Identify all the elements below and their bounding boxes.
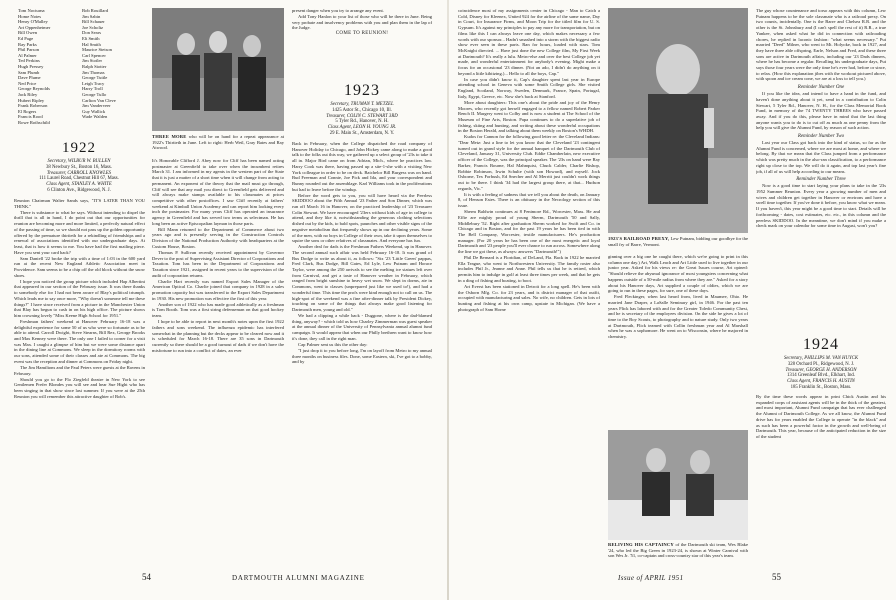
class-member-name: Jack Riley bbox=[18, 91, 38, 97]
class-member-name: Eli Smith bbox=[82, 35, 100, 41]
class-member-name: Henry O'Malley bbox=[18, 19, 48, 25]
page-gutter bbox=[447, 0, 449, 600]
paragraph: present danger when you try to arrange any event. bbox=[292, 8, 384, 13]
treasurer-line: Treasurer, GEORGE H. ANDERSON bbox=[785, 367, 857, 373]
treasurer-address: 1314 Greenleaf Blvd., Elkhart, Ind. bbox=[787, 373, 855, 379]
class-member-name: Art Oppenheimer bbox=[18, 24, 51, 30]
class-member-name: Al Palmer bbox=[18, 52, 37, 58]
class-member-name: Francis Rood bbox=[18, 114, 43, 120]
caption-lead: THREE MORE bbox=[152, 134, 187, 139]
paragraph: Bill Mann returned to the Department of Commerce about two years ago and is presently serving in the Construction Controls Division of the National Production Authority with headquarters at the Custom House, Boston. bbox=[152, 226, 284, 249]
treasurer-address: 111 Laurel Road, Chestnut Hill 67, Mass. bbox=[39, 176, 119, 182]
caption-lead: 1923'S RAILROAD PREXY, bbox=[608, 236, 670, 241]
column-1923-reminders bbox=[756, 8, 886, 330]
class-member-name: Hubert Ripley bbox=[18, 97, 45, 103]
paragraph: Charlie Hart recently was named Export Sales Manager of the American Optical Co. Charlie joined that company in 1928 in a sales promotion capacity but was transferred to the Export Sales Department in 1930. His new promotion was effective the first of this year. bbox=[152, 278, 284, 301]
column-1922-end bbox=[292, 8, 432, 68]
section-subheading: Reminder Number One bbox=[797, 85, 845, 91]
column-1923-continued bbox=[458, 8, 600, 568]
class-member-name: Carl Spencer bbox=[82, 52, 106, 58]
caption-lead: RELIVING HIS CAPTAINCY bbox=[608, 542, 674, 547]
class-member-name: Hugh Pressey bbox=[18, 63, 44, 69]
photo-caption-putnam bbox=[608, 236, 748, 247]
agent-address: 29 E. Main St., Amsterdam, N. Y. bbox=[329, 130, 395, 136]
paragraph: I hope you noticed the group picture which included Hap Albertini that appeared in our section of the February issue. It was there thanks to somebody else for I had not been aware of Blay's political triumph. Which leads me to say once more, "Why doesn't someone tell me these things?" I have since received from a picture in the Manchester Union that Blay has begun to cash in on his high office. The picture shows him crowning lovely "Miss Keene High School for 1951." bbox=[14, 278, 145, 318]
class-year-1924: 1924 bbox=[803, 336, 839, 353]
paragraph: It's Honorable Clifford J. Abey now for Cliff has been named acting postmaster at Greenfield to take over when the incumbent retires March 31. I am informed in my agents in the western part of the State that it is just a matter of a short time when it will change from acting to permanent. An exponent of the theory that the mail must go through, Cliff will see that any mail you direct to Greenfield gets delivered and will always make stamps available to his classmates at prices competitive with other postoffices. I saw Cliff recently at fathers' weekend at Kimball Union Academy and can report him looking every inch the postmaster. For many years Cliff has operated an insurance agency in Greenfield and has served two terms as selectman. He has long been an active Episcopalian layman in those parts. bbox=[152, 158, 284, 226]
paragraph: Sam Daniell '22 broke the trip with a time of 1:03 in the 600 yard run at the recent New England Athletic Association meet in Providence. Sam seems to be a chip off the old block without the snow shoes. bbox=[14, 255, 145, 278]
secretary-line: Secretary, TRUMAN T. METZEL bbox=[330, 102, 394, 107]
class-member-name: Ed Page bbox=[18, 35, 34, 41]
secretary-address: 38 Newbury St., Boston 16, Mass. bbox=[46, 164, 112, 170]
class-member-name: Bob Rouillard bbox=[82, 8, 109, 13]
paragraph: Add Tony Hanlon to your list of those who will be there in June. Being very probate and insolvency problems with you and plan them in the lap of the Judge. bbox=[292, 14, 432, 31]
class-member-name: Leigh Tracy bbox=[82, 80, 105, 86]
class-officers-1924 bbox=[756, 356, 886, 391]
treasurer-line: Treasurer, COLIN C. STEWART 3RD bbox=[326, 113, 398, 119]
column-1923-text bbox=[292, 141, 432, 566]
class-member-name: George Tuttle bbox=[82, 75, 108, 81]
class-member-name: Jim Thomas bbox=[82, 69, 105, 75]
name-list-left bbox=[18, 8, 78, 125]
class-officers-1922 bbox=[14, 159, 144, 194]
column-1922-text bbox=[14, 198, 145, 566]
section-subheading: Reminder Number Two bbox=[797, 134, 845, 140]
class-year-1922: 1922 bbox=[62, 140, 96, 156]
magazine-footer-title: DARTMOUTH ALUMNI MAGAZINE bbox=[232, 574, 365, 582]
paragraph: coincidence most of my assignments center in Chicago - Man to Catch a Cold, Disney for Kleenex, United 924 for the airline of the same name, Day in Court, for Insurance Firms, and Moon Trip for the titled film for U. S. Gypsum. It's against my principles to pay any more for transportation, but on films like this I can always leave one day, which makes necessary a few words with our sponsor... Hadn't smashed into a storm with the biggest radio show ever seen in these parts. Ran for hours, loaded with stars. Tom McKnight directed. ... Have just done the new College film, My First Week at Dartmouth? It's really a lulu. Metro-else and over the best College job yet made, and wonderful entertainment for anybody's evening. Might make a focus for an occasional '23 dinner. (Not an ado, I didn't do anything on it beyond a little kibitzing.)... Hello to all the boys, Cap." bbox=[458, 8, 600, 76]
class-member-name: Bill Owen bbox=[18, 30, 38, 36]
class-member-name: Jim Vanderveer bbox=[82, 103, 111, 109]
paragraph: Another deal for dads is the Freshman Fathers Weekend, up in Hanover. The second annual such affair was held February 16-18. It was grand of Bus Dodge to write us about it, as follows: "Six '23 'Little Green' pappas, Fred Clark, Bus Dodge, Bill Gates, Ed Lyle, Lew Putnam and Horace Taylor, were among the 250 arrivals to see the melting ice statues left over from Carnival, and get a taste of Hanover weather in February, which ranged from bright sunshine to heavy wet snow. We slept in dorms, ate in Commons, went to classes (unprepared just like we used to!), and had a wonderful time. This time the profs were kind enough not to call on us. The high-spot of the weekend was a fine after-dinner talk by President Dickey, touching on some of the things that always make good listening for Dartmouth men, young and old." bbox=[292, 244, 432, 312]
class-member-name: Don Sears bbox=[82, 30, 102, 36]
class-member-name: Ted Perkins bbox=[18, 58, 40, 64]
paragraph: Another son of 1922 who has made good athletically as a freshman is Tom Booth. Tom was a first string defenseman on that good hockey team. bbox=[152, 301, 284, 319]
class-year-1923: 1923 bbox=[344, 82, 380, 99]
class-member-name: Frank Roberson bbox=[18, 103, 48, 109]
paragraph: Back in February, when the College dispatched the road company of Hanover Holiday to Chicago, and John Hickey came along to make a good talk to the folks out this way, we gathered up a select group of '23s to take it all in. Major Bird came on from Adrian, Mich., where he practices law. Harry Cook was there, having passed up a site-1-she with a visiting New York colleague in order to be on deck. Batchelor Bill Burgess was on hand. Bud Freeman and Connie, Joe Pick and Ida, and your correspondent and Bunny rounded out the assemblage. Karl Williams took in the proliferations but had to leave before the windup. bbox=[292, 141, 432, 192]
photo-caption-1922 bbox=[152, 134, 284, 151]
secretary-line: Secretary, PHILLIPS M. VAN HUYCK bbox=[783, 356, 859, 361]
class-member-name: Wade Walden bbox=[82, 114, 108, 120]
secretary-address: 1425 Astor St., Chicago 10, Ill. bbox=[332, 107, 392, 113]
class-member-name: Dave Plume bbox=[18, 75, 41, 81]
class-member-name: Ray Parks bbox=[18, 41, 37, 47]
paragraph: The guy whose countenance and torso appears with this column, Lew Putnam happens to be the sole classmate who is a railroad prexy. On two counts, incidentally. One is the Barre and Chelsea R.R. and the other is the St. Johnsbury and (I can't spell the rest of it) R.R., a true Yankee, when asked what he did in connection with railroading chores, he replied in laconic fashion: "what seems necessary." Put married "Deed" Milner, who went to Mt. Holyoke, back in 1927, and they have three able offspring, Earle, Nelson and Fred, and these three sons are active in Dartmouth affairs, including our '23 Dads dinners, where he has become a regular. Recalling his undergraduate days, Put says those four years were the only time he's ever had, before or since, to relax. (How this explanation jibes with the workout pictured above, with spoon and ice cream cone, we are at a loss to tell you.) bbox=[756, 8, 886, 82]
class-member-name: Home Notes bbox=[18, 13, 42, 19]
paragraph: Freshman fathers' weekend at Hanover February 16-18 was a delightful experience for some 50 of us who were so fortunate as to be able to attend. Carroll Dwight, Steve Stearns, Bill Rex, George Brooks and Max Kenney were there. The only one I failed to corner for a visit was Max. I caught a glimpse of him but we were some distance apart in the dining line at Commons. We sleep in the dormitory rooms with our sons, attended some of their classes and ate at Commons. The big event was the reception and dinner at Commons on Friday night. bbox=[14, 318, 145, 364]
class-member-name: El Rogers bbox=[18, 108, 37, 114]
class-member-name: Sam Plumb bbox=[18, 69, 40, 75]
photo-lew-putnam-image bbox=[608, 8, 748, 233]
caption-body: who will be on hand for a repeat appearance at 1922's Thirtieth in June. Left to right: Herb Weil, Gray Bates and Ray Atwood. bbox=[152, 134, 284, 151]
photo-wes-blake bbox=[608, 430, 748, 540]
column-1922-continued bbox=[152, 158, 284, 566]
paragraph: Reunion Chairman Walter Sands says, "IT'S LATER THAN YOU THINK." bbox=[14, 198, 145, 209]
secretary-address: 328 Orchard Pl., Ridgewood, N. J. bbox=[787, 361, 855, 367]
paragraph: COME TO REUNION! bbox=[335, 31, 389, 37]
page-number-left: 54 bbox=[142, 572, 151, 582]
paragraph: Before the word gets to you, you will have heard via the Peerless SKIDDOO about the Fifth Annual '23 Father and Son Dinner, which was run off March 16 in Hanover, on the practiced leadership of '23 Treasurer Colin Stewart. We have encouraged '23ers without kids of age in college to attend, and they like it, notwithstanding the generous clothing selections dished out by the kids, to bald spots, paunches and other visible signs of the negative metabolism that frequently shows up in our declining years. Some of the men, with no boys in College of their own, take it upon themselves to squire the sons or other relatives of classmates. And everyone has fun. bbox=[292, 192, 432, 244]
agent-address: 185 Franklin St., Boston, Mass. bbox=[790, 384, 852, 390]
class-member-name: Jim Stotler bbox=[82, 58, 103, 64]
issue-date: Issue of APRIL 1951 bbox=[618, 574, 684, 582]
paragraph: If you like the idea, and intend to have a hand in the fund, and haven't done anything about it yet, send in a contribution to Colin Stewart, 5 Tyler Rd., Hanover, N. H., for the Class Memorial Book Fund, in memory of the 74 TWENTY THREES who have passed away. And if you do this, please have in mind that the last thing anyone wants you to do is to cut off as much as one penny from the help you will give the Alumni Fund, by reason of such action. bbox=[756, 91, 886, 131]
page-number-right: 55 bbox=[772, 572, 781, 582]
paragraph: Sherm Baldwin continues at 8 Fenimore Rd., Worcester, Mass. He and Effie are mighty proud of young Sherm, Dartmouth '50 and Sally, Middlebury '52. Right after graduation Sherm worked for Swift and Co. in Chicago and in Boston, and for the past 19 years he has been tied in with The Bell Company, Worcester, textile manufacturers. He's production manager. (For 20 years he has been one of the most energetic and loyal Dartmouth and '23 people you'll ever chance to run across. Somewhere along the line we got these, as always: answers "Dartmouth!") bbox=[458, 209, 600, 255]
photo-three-classmates bbox=[152, 8, 284, 131]
caption-body: of the Dartmouth ski team, Wes Blake '24, who led the Big Green in 1923-24, is shown at Winter Carnival with son Wes Jr. '51, co-captain and cross-country star of this year's team. bbox=[608, 542, 748, 559]
class-member-name: Maurice Stetson bbox=[82, 47, 112, 53]
name-list-right bbox=[82, 8, 144, 120]
class-member-name: Rowe Rothschild bbox=[18, 119, 50, 125]
photo-lew-putnam bbox=[608, 8, 748, 233]
paragraph: By the time these words appear in print Chick Austin and his expanded corps of assistant agents will be in the thick of the greatest, and most important, Alumni Fund campaign that has ever challenged the Alumni of Dartmouth College. As we all know, the Alumni Fund drive has for years enabled the College to operate "in the black" and as such has been a powerful factor in the growth and well-being of Dartmouth. This year, because of the anticipated reduction in the size of the student bbox=[756, 394, 886, 439]
paragraph: We had a clipping a while back - Duggone, where is the dad-blamed thing, anyway? - which told us how Charley Zimmerman was guest speaker at the annual dinner of the University of Pennsylvania annual alumni fund campaign. It would appear that when our Philly brethren want to know how it's done, they call in the right man. bbox=[292, 312, 432, 341]
paragraph: Last year our Class got back into the kind of status, so far as the Alumni Fund is concerned, where we are most at home, and where we belong. By that we mean that the Class jumped from a performance which was pretty much in the also-ran classification, to a performance right up close to the top. We will do it again, and top last year's fine job, if all of us will help according to our means. bbox=[756, 140, 886, 174]
class-member-name: Ned Price bbox=[18, 80, 37, 86]
paragraph: In case you didn't know it, Cap's daughter spent last year in Europe attending school in Geneva with some Smith College girls. She visited England, Scotland, Norway, Sweden, Denmark, France, Spain, Portugal, Italy, Egypt, Greece, etc. Now she's back at Stanford. bbox=[458, 76, 600, 99]
class-member-name: Hal Smith bbox=[82, 41, 101, 47]
secretary-line: Secretary, WILBUR W. BULLEN bbox=[47, 159, 111, 164]
class-member-name: George Reynolds bbox=[18, 86, 50, 92]
paragraph: Cap Palmer sent us this the other day: bbox=[298, 341, 368, 347]
section-subheading: Reminder Number Three bbox=[796, 177, 846, 183]
class-member-name: Harry Troll bbox=[82, 86, 103, 92]
agent-line: Class Agent, FRANCIS H. AUSTIN bbox=[787, 379, 855, 385]
paragraph: Now is a good time to start laying your plans to take in the '23s 1952 Summer Reunion. Every year a growing number of men and wives and children get together in Hanover or environs and have a swell time together. If you've done it before, you know what we mean. If you haven't, this year might be a good time to start. Details will be forthcoming - dates, cost estimates, etc. etc., in this column and the peerless SKIDDOO. In the meantime, we don't mind if you make a check mark on your calendar for some time in August, won't you? bbox=[756, 183, 886, 229]
class-member-name: Ralph Stotter bbox=[82, 63, 107, 69]
paragraph: Phil De Bernard is a Floridian, of DeLand, Fla. Back in 1922 he married Ella Teague, who went to Northwestern University. The family roster also includes Phil Jr., Jeanne and Anne. Phil tells us that he is retired, which permits him to indulge in golf at least three times per week, and that he gets in a ding of fishing and boating, to boot. bbox=[458, 255, 600, 283]
paragraph: ginning over a big one he caught there, which we're going to print in this column one day.) Art, Walk Leach and Art Little used to live together in our junior year. Asked for his views re: the Great Issues course, Art opined: "Should relieve the abysmal ignorance of most youngsters concerning what happens outside of a 50-mile radius from where they are." Asked for a story about his Hanover days, Art supplied a couple of oldies, which we are going to run in these pages, for sure, one of these days. bbox=[608, 254, 748, 294]
photo-caption-blake bbox=[608, 542, 748, 559]
paragraph: Art Everst has been stationed in Detroit for a long spell. He's been with the Osborn Mfg. Co. for 23 years, and is district manager of that outfit, occupied with manufacturing and sales. No wife, no children. Gets in lots of hunting and fishing at his own camp, upstate in Michigan. (We have a photograph of Sam Horne bbox=[458, 283, 600, 312]
paragraph: It is with a feeling of sadness that we tell you about the death, on January 8, of Henson Estes. There is an obituary in the Necrology section of this issue. bbox=[458, 191, 600, 209]
paragraph: The Jim Hamiltons and the Paul Peters were guests at the Ravens in February. bbox=[14, 364, 145, 376]
class-member-name: Carlton Van Cleve bbox=[82, 97, 116, 103]
paragraph: Kudos for Cannon for the following good letter re: the Cleveland Indians: "Dear Metz: Just a line to let you know that the Cleveland '23 contingent turned out in grand style for the annual banquet of the Dartmouth Club of Cleveland, January 31, University Club. Eddie Chamberlain, new executive officer of the College, was the principal speaker. The '23s on hand were Ray Barker, Francis Bourne, Hal Mahnquist, Chuck Calder, Charlie Bishop, Robbie Robinson, Irwin Schulte (with son Howard), and myself. Jock Osborne, Tex Forbush, Ed Snecher and Al Merritt just couldn't work things out to be there. I think '34 had the largest group there, at that... Hudson regards, Vic." bbox=[458, 134, 600, 191]
photo-wes-blake-image bbox=[608, 430, 748, 540]
photo-three-classmates-image bbox=[152, 8, 284, 131]
treasurer-address: 5 Tyler Rd., Hanover, N. H. bbox=[335, 119, 389, 125]
treasurer-line: Treasurer, CARROLL KNOWLES bbox=[46, 170, 112, 176]
agent-address: 6 Clinton Ave., Ridgewood, N. J. bbox=[47, 187, 111, 193]
column-1923-right-middle bbox=[608, 254, 748, 428]
paragraph: Should you go to the Flo Ziegfeld theatre in New York to see Gentlemen Prefer Blondes you will see and hear Sue Hight who has been singing in that show since last summer. If you were at the 25th Reunion you will remember this attractive daughter of Bob's. bbox=[14, 376, 145, 399]
class-member-name: Guy Wallick bbox=[82, 108, 106, 114]
caption-body: Lew Putnam, bidding our goodbye for the small fry of Barre, Vermont. bbox=[608, 236, 749, 247]
class-member-name: Tom Nocturna bbox=[18, 8, 45, 13]
agent-line: Class Agent, LEON H. YOUNG JR. bbox=[327, 125, 397, 131]
paragraph: Fred Fleckinger, when last heard from, lived in Maumee, Ohio. He married Jane Draper, a LaSalle Seminary girl, in 1946. For the past ten years Flick has labored with and for the Greater Toledo Community Chest, and he is secretary of the employees division. On the side he gives a lot of time to the Boy Scouts, to photography and to nature study. Only two years at Dartmouth, Flick teamed with Collin freshman year and Al Marshall when he was a sophomore. He went on to Wisconsin, where he majored in chemistry. bbox=[608, 294, 748, 340]
paragraph: Thomas P. Sullivan recently received appointment by Governor Dever to the post of Supervising Assistant Director of Corporations and Taxation. Tom has been in the Department of Corporations and Taxation since 1921, assigned in recent years to the supervision of the audit of corporation returns. bbox=[152, 249, 284, 278]
column-1924-text bbox=[756, 394, 886, 566]
paragraph: I hope to be able to report in next month's notes upon the first 1922 fathers and sons weekend. The influenza epidemic has interfered somewhat in the planning but the decks appear to be cleared now and it is scheduled for March 16-18. There are 35 sons in Dartmouth currently so there should be a good turnout of dads if we don't have the misfortune to run into a conflict of dates, an ever bbox=[152, 319, 284, 353]
paragraph: "I just drop it to you before long, I'm on layoff from Metro to my annual three months on business files. Done, some Eastern, ski, I've got to a bobby, and by bbox=[292, 347, 432, 365]
agent-line: Class Agent, STANLEY A. WHITE bbox=[46, 182, 112, 188]
class-member-name: George Tullo bbox=[82, 91, 107, 97]
paragraph: More about daughters: This one's about the pride and joy of the Henry Moores, who recently got herself engaged to a fellow named Robert Parker Rench II. Margery went to Colby and is now a student at The School of the Museum of Fine Arts, Boston. Papa continues to do a superlative job of fishing, skiing and hunting, and writing about these wonderful occupations in the Boston Herald, and talking about them weekly on Boston's WHDH. bbox=[458, 99, 600, 134]
class-member-name: Joe Scholtz bbox=[82, 24, 104, 30]
class-member-name: Jim Sabin bbox=[82, 13, 101, 19]
paragraph: There is substance to what he says. Without intending to dispel the thrill that is all in hand, I do point out that our opportunities for reunion are becoming more and more limited, a perfectly natural effect of the passing of time, so we should not pass up the golden opportunity offered by the premature thirtieth for a rekindling of friendships and a renewal of associations identified with our undergraduate days. At least, that is how it seems to me. You have had the first mailing piece. Have you sent your card back? bbox=[14, 209, 145, 255]
class-officers-1923 bbox=[292, 102, 432, 137]
class-member-name: Phil Parson bbox=[18, 47, 40, 53]
class-member-name: Bill Schauer bbox=[82, 19, 105, 25]
